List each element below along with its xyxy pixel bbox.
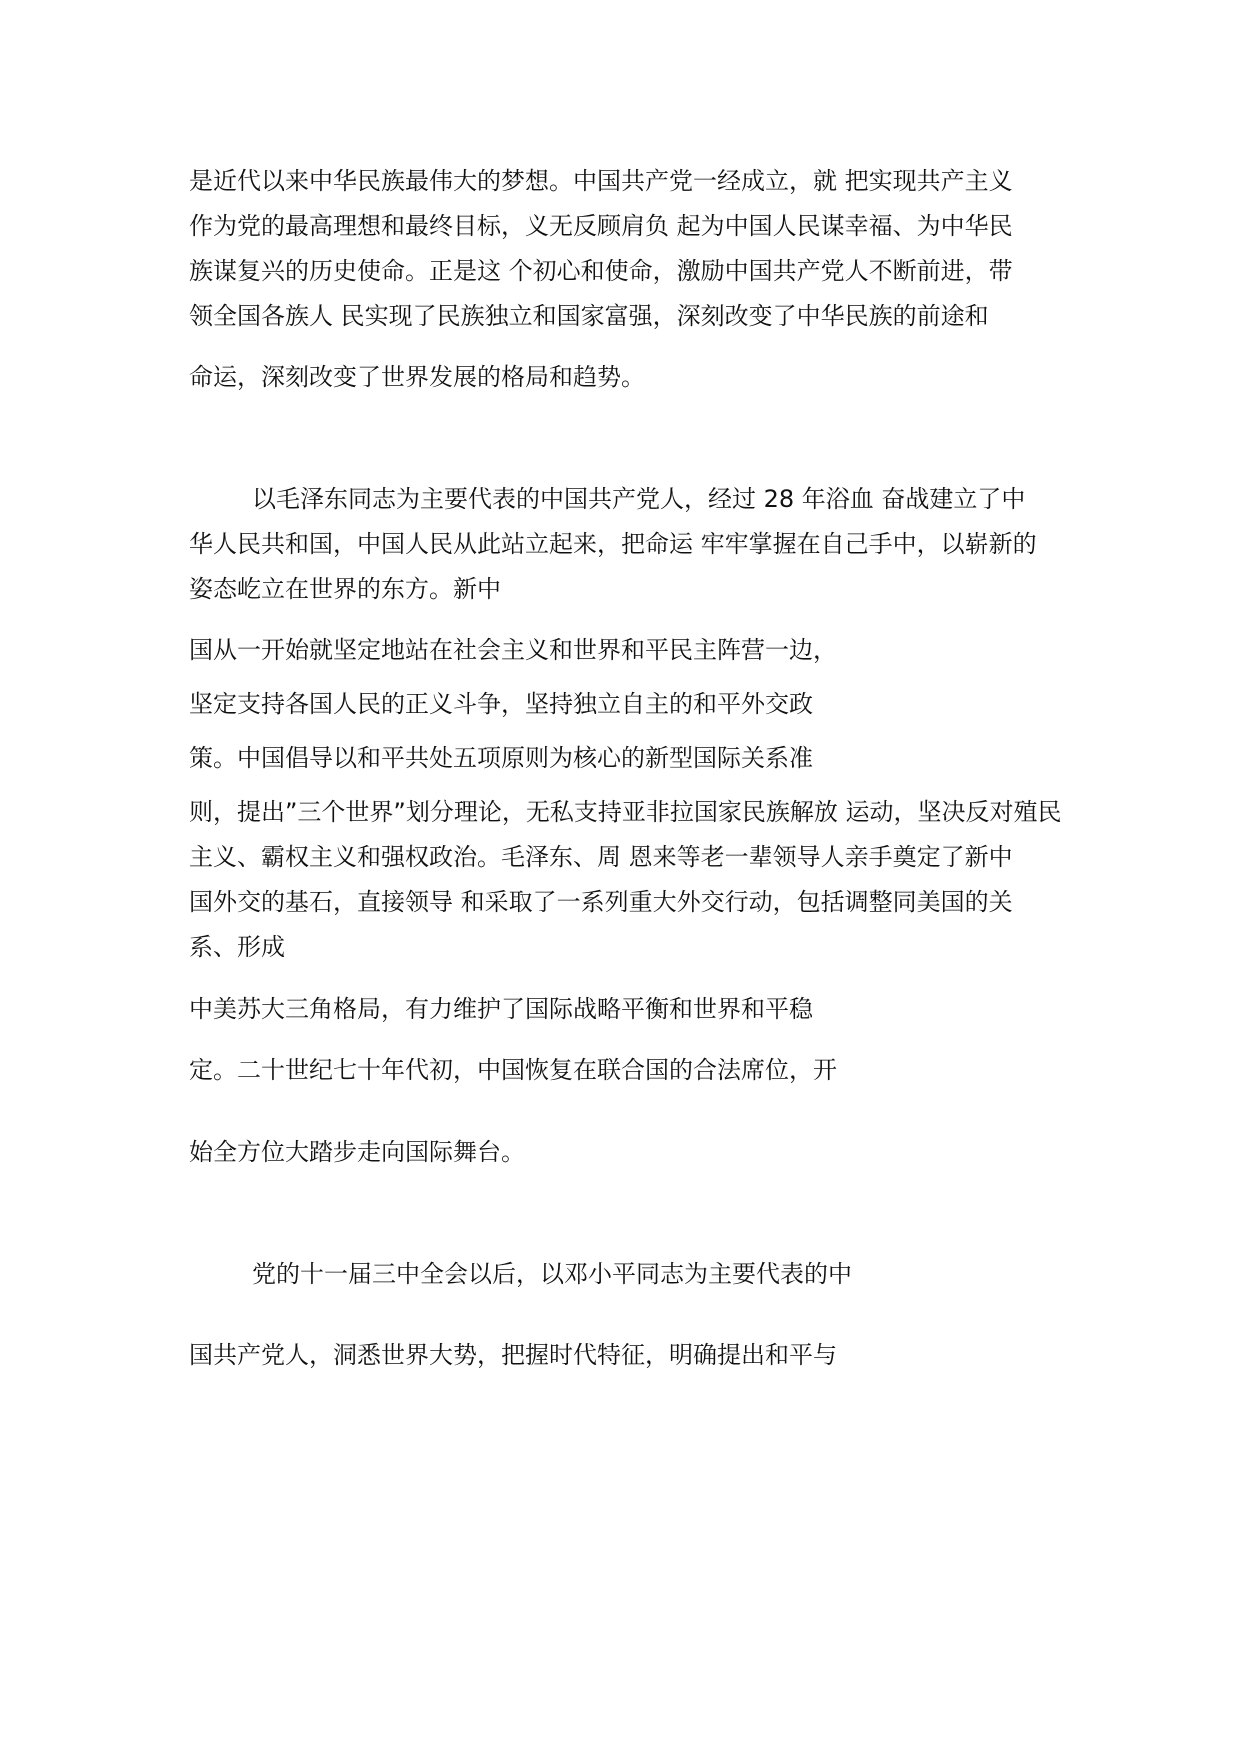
text-line: 作为党的最高理想和最终目标，义无反顾肩负 起为中国人民谋幸福、为中华民	[189, 212, 1013, 240]
paragraph-start-line: 以毛泽东同志为主要代表的中国共产党人，经过 28 年浴血 奋战建立了中	[252, 485, 1026, 513]
text-line: 领全国各族人 民实现了民族独立和国家富强，深刻改变了中华民族的前途和	[189, 302, 989, 330]
text-line: 则，提出”三个世界”划分理论，无私支持亚非拉国家民族解放 运动，坚决反对殖民	[189, 798, 1062, 826]
paragraph-start-line: 党的十一届三中全会以后，以邓小平同志为主要代表的中	[252, 1260, 852, 1288]
text-line: 始全方位大踏步走向国际舞台。	[189, 1138, 525, 1166]
text-line: 坚定支持各国人民的正义斗争，坚持独立自主的和平外交政	[189, 690, 813, 718]
text-line: 国从一开始就坚定地站在社会主义和世界和平民主阵营一边，	[189, 636, 837, 664]
text-line: 系、形成	[189, 933, 285, 961]
text-line: 主义、霸权主义和强权政治。毛泽东、周 恩来等老一辈领导人亲手奠定了新中	[189, 843, 1013, 871]
text-line: 姿态屹立在世界的东方。新中	[189, 575, 501, 603]
text-line: 中美苏大三角格局，有力维护了国际战略平衡和世界和平稳	[189, 995, 813, 1023]
text-line: 是近代以来中华民族最伟大的梦想。中国共产党一经成立，就 把实现共产主义	[189, 167, 1013, 195]
text-line: 命运，深刻改变了世界发展的格局和趋势。	[189, 363, 645, 391]
text-line: 族谋复兴的历史使命。正是这 个初心和使命，激励中国共产党人不断前进，带	[189, 257, 1013, 285]
text-line: 华人民共和国，中国人民从此站立起来，把命运 牢牢掌握在自己手中，以崭新的	[189, 530, 1037, 558]
text-line: 国外交的基石，直接领导 和采取了一系列重大外交行动，包括调整同美国的关	[189, 888, 1013, 916]
text-line: 策。中国倡导以和平共处五项原则为核心的新型国际关系准	[189, 744, 813, 772]
text-line: 国共产党人，洞悉世界大势，把握时代特征，明确提出和平与	[189, 1341, 837, 1369]
text-line: 定。二十世纪七十年代初，中国恢复在联合国的合法席位，开	[189, 1056, 837, 1084]
